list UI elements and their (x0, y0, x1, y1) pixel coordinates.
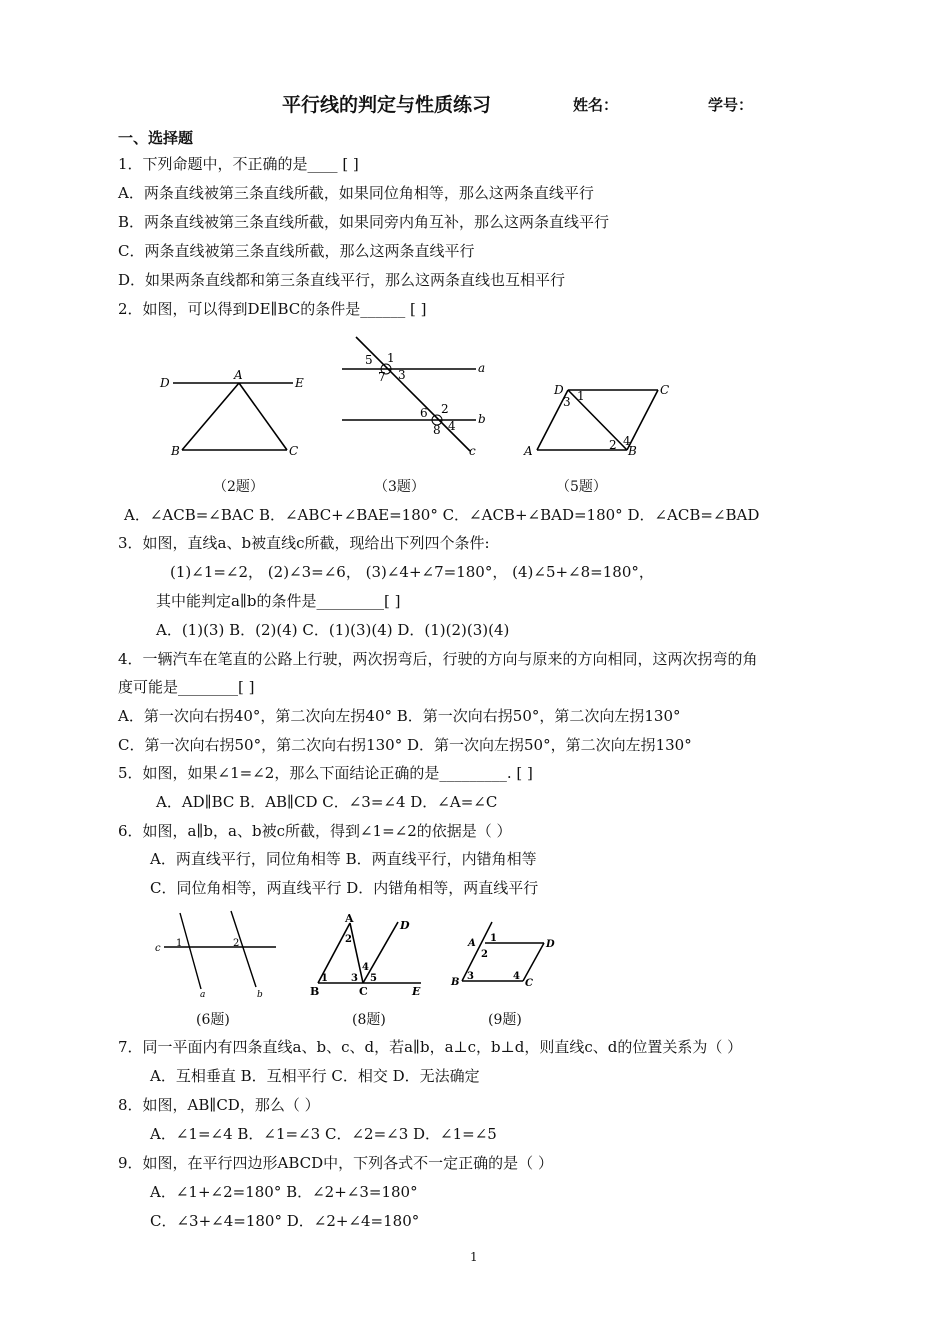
label-b: B (171, 444, 180, 458)
angle-label-1: 1 (176, 938, 183, 949)
label-c: C (525, 978, 533, 989)
q3-options: A．(1)(3) B．(2)(4) C．(1)(3)(4) D．(1)(2)(3)(4) (156, 621, 510, 639)
angle-label-3: 3 (563, 395, 571, 409)
line-c (356, 337, 470, 451)
angle-label-1: 1 (577, 389, 585, 403)
label-c: C (359, 985, 368, 998)
angle-label-4: 4 (448, 419, 456, 433)
label-a: A (234, 368, 243, 382)
angle-label-4: 4 (362, 962, 369, 973)
question-4-line2: 度可能是________[ ] (118, 678, 255, 696)
q9-options-cd: C．∠3+∠4=180° D．∠2+∠4=180° (150, 1212, 420, 1230)
question-6: 6．如图，a∥b，a、b被c所截，得到∠1=∠2的依据是（ ） (118, 822, 512, 840)
caption-q8: (8题) (352, 1012, 386, 1028)
segment-ab (182, 383, 239, 450)
figure-q3 (340, 333, 490, 463)
angle-label-2: 2 (481, 949, 488, 960)
angle-label-5: 5 (370, 973, 377, 984)
label-d: D (160, 376, 170, 390)
name-label: 姓名： (573, 96, 619, 114)
angle-label-2: 2 (609, 438, 617, 452)
angle-label-4: 4 (623, 434, 631, 448)
question-7: 7．同一平面内有四条直线a、b、c、d，若a∥b，a⊥c，b⊥d，则直线c、d的位置关系为（ ） (118, 1038, 743, 1056)
angle-label-1: 1 (387, 351, 395, 365)
angle-label-1: 1 (490, 933, 497, 944)
q3-conditions: (1)∠1=∠2， (2)∠3=∠6， (3)∠4+∠7=180°， (4)∠5+∠8=180°， (170, 563, 654, 581)
label-b: B (310, 985, 320, 998)
angle-label-4: 4 (513, 971, 520, 982)
label-a: A (524, 444, 533, 458)
q1-option-a: A．两条直线被第三条直线所截，如果同位角相等，那么这两条直线平行 (118, 184, 594, 202)
student-id-label: 学号： (708, 96, 754, 114)
angle-label-2: 2 (233, 938, 240, 949)
q4-options-cd: C．第一次向右拐50°，第二次向右拐130° D．第一次向左拐50°，第二次向左拐130° (118, 736, 692, 754)
angle-label-7: 7 (378, 370, 386, 384)
angle-label-3: 3 (351, 973, 358, 984)
q1-option-d: D．如果两条直线都和第三条直线平行，那么这两条直线也互相平行 (118, 271, 566, 289)
label-d: D (400, 919, 410, 932)
label-c: c (155, 943, 161, 954)
segment-cd (363, 922, 398, 983)
label-b: B (451, 977, 460, 988)
q1-option-c: C．两条直线被第三条直线所截，那么这两条直线平行 (118, 242, 475, 260)
question-4-line1: 4．一辆汽车在笔直的公路上行驶，两次拐弯后，行驶的方向与原来的方向相同，这两次拐弯的角 (118, 650, 758, 668)
segment-dc (523, 943, 544, 981)
label-d: D (554, 383, 564, 397)
angle-label-1: 1 (321, 973, 328, 984)
page-number: 1 (470, 1250, 478, 1264)
caption-q9: (9题) (488, 1012, 522, 1028)
label-b: B (628, 444, 637, 458)
line-a (180, 913, 201, 989)
angle-label-2: 2 (441, 402, 449, 416)
angle-label-2: 2 (345, 934, 352, 945)
section-heading: 一、选择题 (118, 129, 194, 147)
label-a: A (468, 938, 476, 949)
angle-label-3: 3 (467, 971, 474, 982)
page-title: 平行线的判定与性质练习 (282, 94, 492, 116)
question-5: 5．如图，如果∠1=∠2，那么下面结论正确的是_________. [ ] (118, 764, 533, 782)
figure-q9 (447, 917, 567, 997)
label-d: D (546, 939, 555, 950)
caption-q6: (6题) (196, 1012, 230, 1028)
angle-label-3: 3 (398, 368, 406, 382)
label-b-line: b (478, 412, 486, 426)
q6-options-cd: C．同位角相等，两直线平行 D．内错角相等，两直线平行 (150, 879, 539, 897)
question-3: 3．如图，直线a、b被直线c所截，现给出下列四个条件: (118, 534, 490, 552)
label-e: E (295, 376, 304, 390)
figure-q8 (303, 910, 435, 1000)
label-a-line: a (478, 361, 486, 375)
question-9: 9．如图，在平行四边形ABCD中，下列各式不一定正确的是（ ） (118, 1154, 553, 1172)
q5-options: A．AD∥BC B．AB∥CD C．∠3=∠4 D．∠A=∠C (156, 793, 498, 811)
q8-options: A．∠1=∠4 B．∠1=∠3 C．∠2=∠3 D．∠1=∠5 (150, 1125, 497, 1143)
angle-label-5: 5 (365, 353, 373, 367)
angle-label-6: 6 (420, 406, 428, 420)
label-c: C (660, 383, 670, 397)
figure-q2 (155, 366, 315, 462)
label-c: C (289, 444, 299, 458)
caption-q5: （5题） (556, 479, 607, 495)
question-8: 8．如图，AB∥CD，那么（ ） (118, 1096, 320, 1114)
q6-options-ab: A．两直线平行，同位角相等 B．两直线平行，内错角相等 (150, 850, 537, 868)
label-e: E (412, 985, 421, 998)
caption-q3: （3题） (374, 479, 425, 495)
label-c-line: c (469, 444, 476, 458)
q4-options-ab: A．第一次向右拐40°，第二次向左拐40° B．第一次向右拐50°，第二次向左拐130° (118, 707, 681, 725)
figure-q5 (520, 378, 680, 464)
q1-option-b: B．两条直线被第三条直线所截，如果同旁内角互补，那么这两条直线平行 (118, 213, 610, 231)
angle-label-8: 8 (433, 423, 441, 437)
q3-ask: 其中能判定a∥b的条件是_________[ ] (156, 592, 401, 610)
caption-q2: （2题） (213, 479, 264, 495)
label-a: A (345, 912, 354, 925)
q7-options: A．互相垂直 B．互相平行 C．相交 D．无法确定 (150, 1067, 480, 1085)
question-2: 2．如图，可以得到DE∥BC的条件是______ [ ] (118, 300, 427, 318)
q2-options: A．∠ACB=∠BAC B．∠ABC+∠BAE=180° C．∠ACB+∠BAD=180° D．∠ACB=∠BAD (124, 506, 760, 524)
label-a: a (200, 990, 206, 1000)
segment-bc (627, 390, 658, 450)
question-1: 1．下列命题中，不正确的是____ [ ] (118, 155, 359, 173)
line-b (231, 911, 256, 987)
label-b: b (257, 990, 263, 1000)
figure-q6 (150, 905, 290, 1001)
q9-options-ab: A．∠1+∠2=180° B．∠2+∠3=180° (150, 1183, 418, 1201)
segment-ac (239, 383, 287, 450)
